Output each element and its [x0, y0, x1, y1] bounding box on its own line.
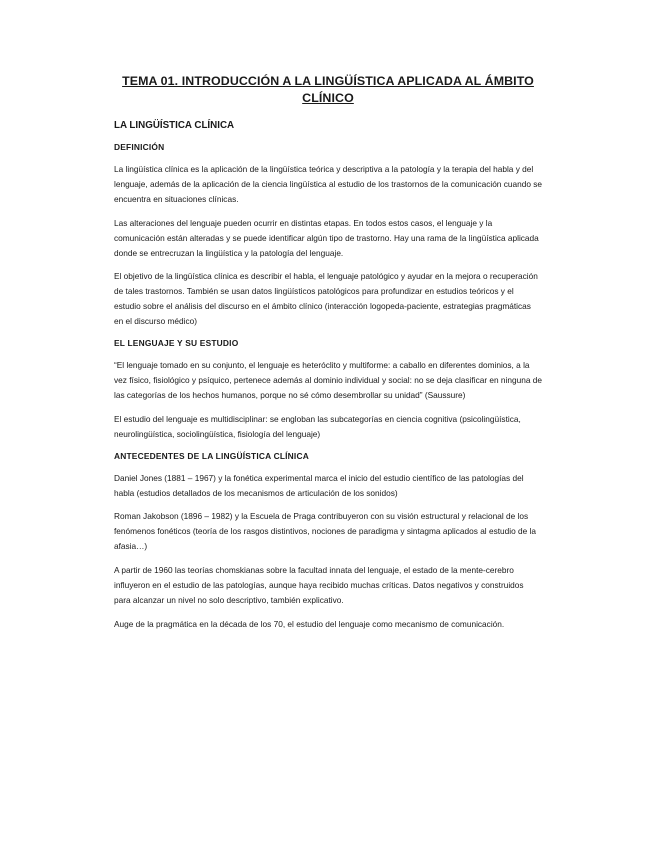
heading-lenguaje-estudio: EL LENGUAJE Y SU ESTUDIO: [114, 338, 239, 349]
paragraph: Las alteraciones del lenguaje pueden ocurrir en distintas etapas. En todos estos casos, el lenguaje y la comunicación están alteradas y se puede identificar algún tipo de trastorno. Hay una rama de la lingüística aplicada donde se entrecruzan la lingüística y la patología del lenguaje.: [114, 217, 539, 258]
paragraph: Daniel Jones (1881 – 1967) y la fonética experimental marca el inicio del estudio científico de las patologías del habla (estudios detallados de los mecanismos de articulación de los sonidos): [114, 472, 524, 498]
document-title: TEMA 01. INTRODUCCIÓN A LA LINGÜÍSTICA APLICADA AL ÁMBITO CLÍNICO: [122, 74, 534, 105]
paragraph: El objetivo de la lingüística clínica es describir el habla, el lenguaje patológico y ayudar en la mejora o recuperación de tales trastornos. También se usan datos lingüísticos patológicos para profundizar en estudios teóricos y el estudio sobre el análisis del discurso en el ámbito clínico (interacción logopeda-paciente, estrategias pragmáticas en el discurso médico): [114, 271, 538, 327]
paragraph: Auge de la pragmática en la década de los 70, el estudio del lenguaje como mecanismo de comunicación.: [114, 618, 505, 629]
heading-definicion: DEFINICIÓN: [114, 142, 165, 152]
document-content: [114, 73, 542, 641]
heading-antecedentes: ANTECEDENTES DE LA LINGÜÍSTICA CLÍNICA: [114, 450, 309, 461]
paragraph: El estudio del lenguaje es multidisciplinar: se engloban las subcategorías en ciencia cognitiva (psicolingüística, neurolingüística, sociolingüística, fisiología del lenguaje): [114, 413, 521, 439]
quote-paragraph: “El lenguaje tomado en su conjunto, el lenguaje es heteróclito y multiforme: a caballo en diferentes dominios, a la vez físico, fisiológico y psíquico, pertenece además al dominio individual y social: no se deja clasificar en ninguna de las categorías de los hechos humanos, porque no sé cómo desembrollar su unidad” (Saussure): [114, 360, 542, 400]
paragraph: Roman Jakobson (1896 – 1982) y la Escuela de Praga contribuyeron con su visión estructural y relacional de los fenómenos fonéticos (teoría de los rasgos distintivos, nociones de paradigma y sintagma aplicados al estudio de la afasia…): [114, 511, 537, 552]
section-title: LA LINGÜÍSTICA CLÍNICA: [114, 120, 235, 131]
paragraph: A partir de 1960 las teorías chomskianas sobre la facultad innata del lenguaje, el estado de la mente-cerebro influyeron en el estudio de las patologías, aunque haya recibido muchas críticas. Datos negativos y construidos para alcanzar un nivel no solo descriptivo, también explicativo.: [114, 565, 524, 605]
paragraph: La lingüística clínica es la aplicación de la lingüística teórica y descriptiva a la patología y la terapia del habla y del lenguaje, además de la aplicación de la ciencia lingüística al estudio de los trastornos de la comunicación cuando se encuentra en situaciones clínicas.: [114, 164, 543, 204]
